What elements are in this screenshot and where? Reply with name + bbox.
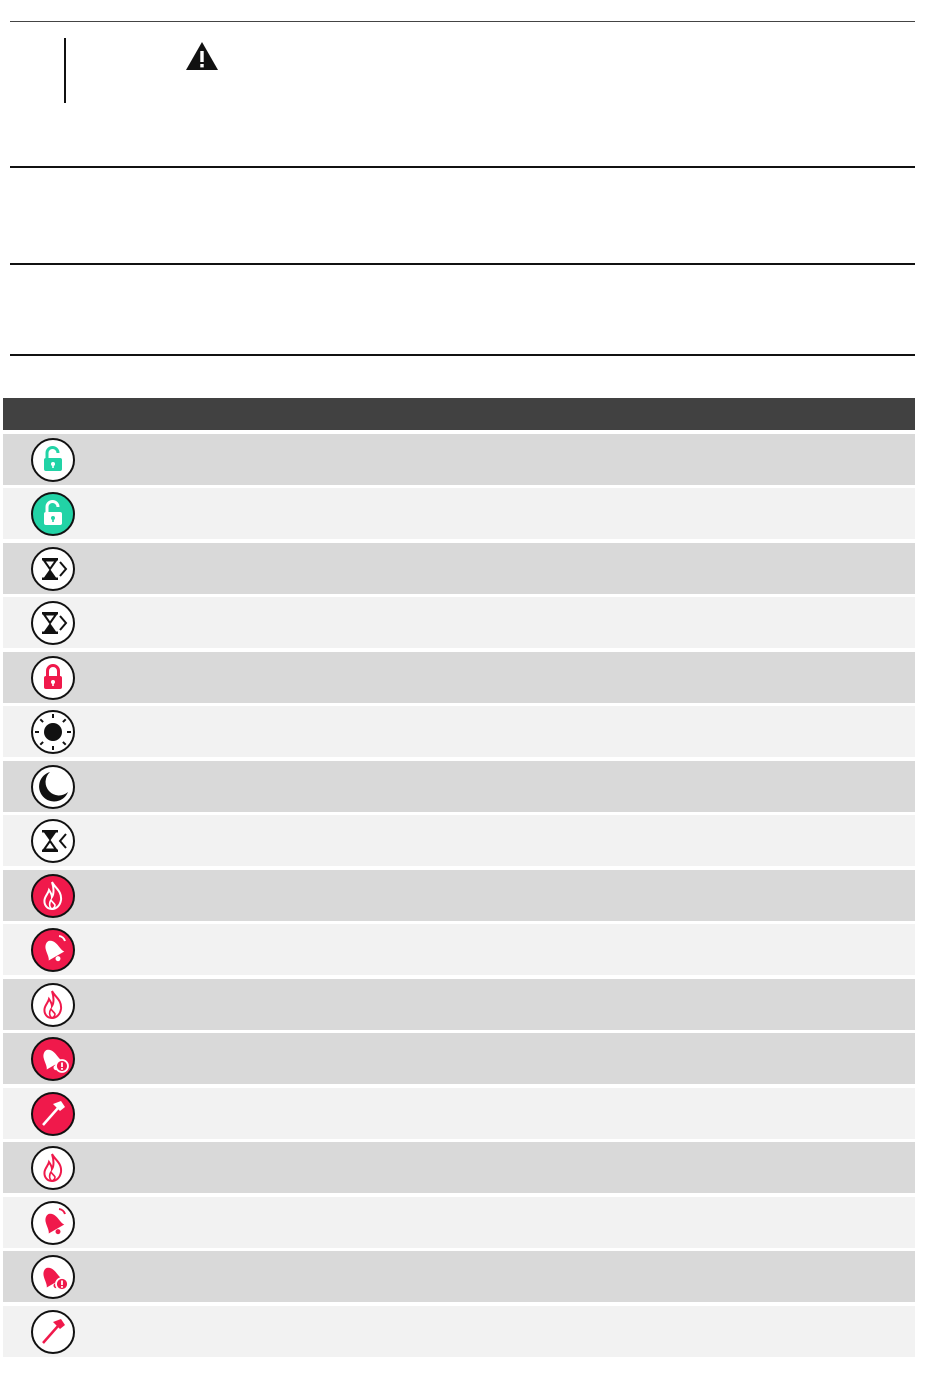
table-row: [3, 1142, 915, 1193]
divider-2: [10, 263, 915, 265]
alarm-bell-fault-filled-icon: [30, 1036, 76, 1082]
table-row: [3, 488, 915, 539]
fire-outline-icon: [30, 1145, 76, 1191]
fire-filled-red-icon: [30, 873, 76, 919]
table-row: [3, 1251, 915, 1302]
hourglass-exit-icon: [30, 600, 76, 646]
alarm-bell-fault-outline-icon: [30, 1254, 76, 1300]
fire-outline-icon: [30, 982, 76, 1028]
table-row: [3, 870, 915, 921]
table-row: [3, 652, 915, 703]
table-header: [3, 398, 915, 430]
table-row: [3, 1088, 915, 1139]
sun-icon: [30, 709, 76, 755]
hammer-filled-red-icon: [30, 1091, 76, 1137]
top-rule: [10, 21, 915, 22]
table-row: [3, 761, 915, 812]
table-row: [3, 1197, 915, 1248]
alarm-bell-filled-red-icon: [30, 927, 76, 973]
warning-triangle-icon: [184, 40, 220, 72]
icon-table: [3, 398, 915, 1357]
hammer-outline-icon: [30, 1309, 76, 1355]
locked-outline-red-icon: [30, 655, 76, 701]
alarm-bell-outline-icon: [30, 1200, 76, 1246]
moon-icon: [30, 764, 76, 810]
table-row: [3, 1306, 915, 1357]
unlocked-outline-green-icon: [30, 437, 76, 483]
table-row: [3, 815, 915, 866]
table-row: [3, 979, 915, 1030]
hourglass-exit-icon: [30, 546, 76, 592]
table-row: [3, 924, 915, 975]
table-row: [3, 543, 915, 594]
vertical-bar: [64, 38, 66, 103]
divider-3: [10, 354, 915, 356]
table-row: [3, 706, 915, 757]
unlocked-filled-green-icon: [30, 491, 76, 537]
table-row: [3, 1033, 915, 1084]
divider-1: [10, 166, 915, 168]
table-row: [3, 597, 915, 648]
table-row: [3, 434, 915, 485]
hourglass-entry-icon: [30, 818, 76, 864]
